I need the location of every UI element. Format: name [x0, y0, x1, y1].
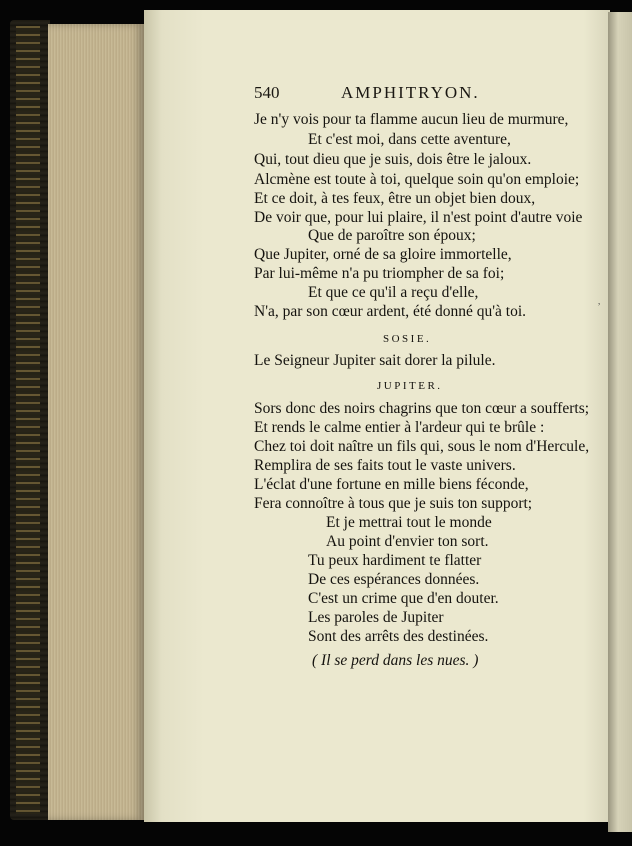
verse-line: Tu peux hardiment te flatter — [308, 552, 482, 569]
verse-line: Le Seigneur Jupiter sait dorer la pilule. — [254, 352, 496, 369]
verse-line: Alcmène est toute à toi, quelque soin qu'on emploie; — [254, 171, 580, 188]
verse-line: Fera connoître à tous que je suis ton support; — [254, 495, 533, 512]
cover-tooling — [16, 26, 40, 814]
verse-line: Sors donc des noirs chagrins que ton cœur a soufferts; — [254, 400, 590, 417]
verse-line: Sont des arrêts des destinées. — [308, 628, 489, 645]
running-title: AMPHITRYON. — [341, 83, 480, 102]
verse-line: Je n'y vois pour ta flamme aucun lieu de murmure, — [254, 111, 569, 128]
verse-line: C'est un crime que d'en douter. — [308, 590, 499, 607]
verse-line: Et rends le calme entier à l'ardeur qui te brûle : — [254, 419, 545, 436]
speaker-name: JUPITER. — [377, 380, 443, 392]
verse-line: Et c'est moi, dans cette aventure, — [308, 131, 511, 148]
verse-line: Et que ce qu'il a reçu d'elle, — [308, 284, 479, 301]
verse-line: N'a, par son cœur ardent, été donné qu'à toi. — [254, 303, 527, 320]
verse-line: Par lui-même n'a pu triompher de sa foi; — [254, 265, 505, 282]
verse-line: Au point d'envier ton sort. — [326, 533, 489, 550]
verse-line: Remplira de ses faits tout le vaste univers. — [254, 457, 516, 474]
verse-line: Que de paroître son époux; — [308, 227, 476, 244]
page-header — [0, 83, 632, 107]
stage-direction: ( Il se perd dans les nues. ) — [312, 652, 479, 669]
page-edges — [48, 24, 144, 820]
speaker-name: SOSIE. — [383, 333, 432, 345]
verse-line: Que Jupiter, orné de sa gloire immortelle, — [254, 246, 512, 263]
margin-mark: , — [598, 296, 601, 306]
verse-line: Qui, tout dieu que je suis, dois être le jaloux. — [254, 151, 532, 168]
verse-line: Les paroles de Jupiter — [308, 609, 444, 626]
facing-page-edge — [608, 12, 632, 832]
verse-line: L'éclat d'une fortune en mille biens féconde, — [254, 476, 529, 493]
verse-line: Et je mettrai tout le monde — [326, 514, 492, 531]
verse-line: De ces espérances données. — [308, 571, 480, 588]
page-number: 540 — [254, 83, 280, 102]
verse-line: De voir que, pour lui plaire, il n'est point d'autre voie — [254, 209, 583, 226]
verse-line: Et ce doit, à tes feux, être un objet bien doux, — [254, 190, 536, 207]
verse-line: Chez toi doit naître un fils qui, sous le nom d'Hercule, — [254, 438, 590, 455]
